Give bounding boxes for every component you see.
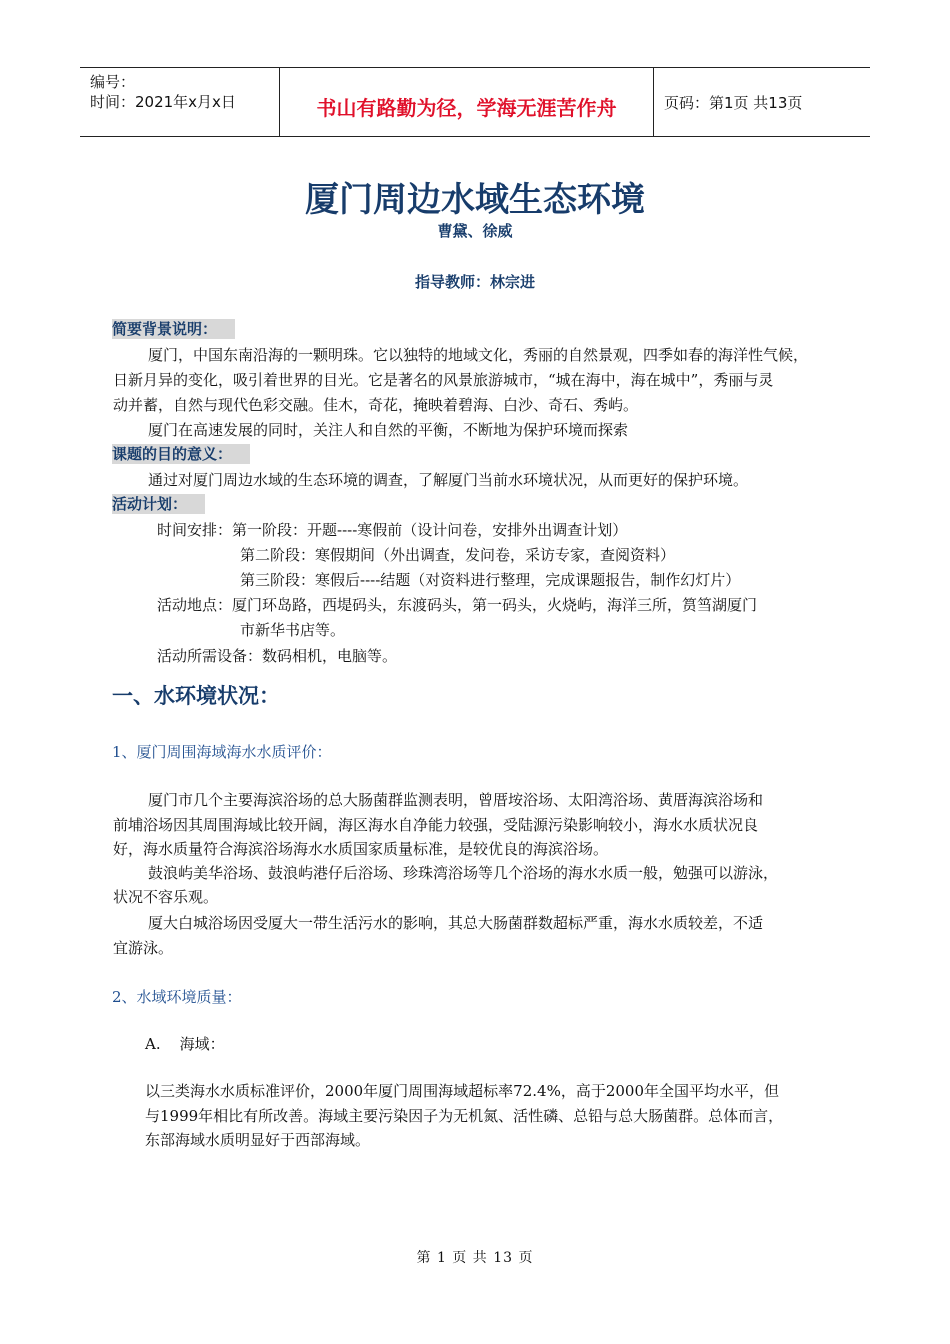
background-line: 动并蓄，自然与现代色彩交融。佳木，奇花，掩映着碧海、白沙、奇石、秀屿。	[113, 396, 639, 414]
background-line: 厦门，中国东南沿海的一颗明珠。它以独特的地域文化，秀丽的自然景观，四季如春的海洋性气候，	[148, 346, 809, 364]
subsection-heading: 1、厦门周围海域海水水质评价：	[112, 743, 332, 761]
paragraph-line: 好，海水质量符合海滨浴场海水水质国家质量标准，是较优良的海滨浴场。	[113, 840, 609, 858]
paragraph-line: 厦门市几个主要海滨浴场的总大肠菌群监测表明，曾厝垵浴场、太阳湾浴场、黄厝海滨浴场和	[148, 791, 764, 809]
paragraph-line: 以三类海水水质标准评价，2000年厦门周围海域超标率72.4%，高于2000年全国平均水平，但	[145, 1082, 780, 1100]
background-label: 简要背景说明：	[112, 319, 235, 339]
paragraph-line: 前埔浴场因其周围海域比较开阔，海区海水自净能力较强，受陆源污染影响较小，海水水质状况良	[113, 816, 759, 834]
paragraph-line: 状况不容乐观。	[113, 888, 219, 906]
plan-line: 活动所需设备：数码相机，电脑等。	[157, 647, 398, 665]
page-footer: 第 1 页 共 13 页	[416, 1250, 534, 1266]
time-label: 时间：2021年x月x日	[90, 93, 236, 111]
paragraph-line: 厦大白城浴场因受厦大一带生活污水的影响，其总大肠菌群数超标严重，海水水质较差，不适	[148, 914, 764, 932]
background-line: 日新月异的变化，吸引着世界的目光。它是著名的风景旅游城市，“城在海中，海在城中”，秀丽与灵	[113, 371, 774, 389]
plan-line: 第二阶段：寒假期间（外出调查，发问卷，采访专家，查阅资料）	[240, 546, 676, 564]
number-label: 编号：	[90, 73, 136, 91]
purpose-text: 通过对厦门周边水域的生态环境的调查，了解厦门当前水环境状况，从而更好的保护环境。	[148, 471, 749, 489]
page-info: 页码：第1页 共13页	[664, 93, 803, 112]
purpose-label: 课题的目的意义：	[112, 444, 250, 464]
section-heading: 一、水环境状况：	[112, 684, 280, 708]
plan-line: 市新华书店等。	[240, 621, 346, 639]
background-line: 厦门在高速发展的同时，关注人和自然的平衡，不断地为保护环境而探索	[148, 421, 629, 439]
header-meta	[80, 68, 280, 136]
header-table	[80, 67, 870, 137]
list-item-label: A. 海域：	[145, 1035, 225, 1053]
advisor: 指导教师：林宗进	[414, 273, 535, 291]
paragraph-line: 鼓浪屿美华浴场、鼓浪屿港仔后浴场、珍珠湾浴场等几个浴场的海水水质一般，勉强可以游泳，	[148, 864, 779, 882]
plan-line: 第三阶段：寒假后----结题（对资料进行整理，完成课题报告，制作幻灯片）	[240, 571, 741, 589]
page-title: 厦门周边水域生态环境	[305, 180, 645, 220]
plan-line: 活动地点：厦门环岛路，西堤码头，东渡码头，第一码头，火烧屿，海洋三所，筼筜湖厦门	[157, 596, 758, 614]
plan-line: 时间安排：第一阶段：开题----寒假前（设计问卷，安排外出调查计划）	[157, 521, 628, 539]
paragraph-line: 宜游泳。	[113, 939, 174, 957]
subsection-heading: 2、水域环境质量：	[112, 988, 242, 1006]
motto: 书山有路勤为径，学海无涯苦作舟	[280, 68, 654, 136]
plan-label: 活动计划：	[112, 494, 205, 514]
authors: 曹黛、徐威	[437, 222, 513, 240]
paragraph-line: 与1999年相比有所改善。海域主要污染因子为无机氮、活性磷、总铅与总大肠菌群。总体而言，	[145, 1107, 784, 1125]
paragraph-line: 东部海域水质明显好于西部海域。	[145, 1131, 371, 1149]
